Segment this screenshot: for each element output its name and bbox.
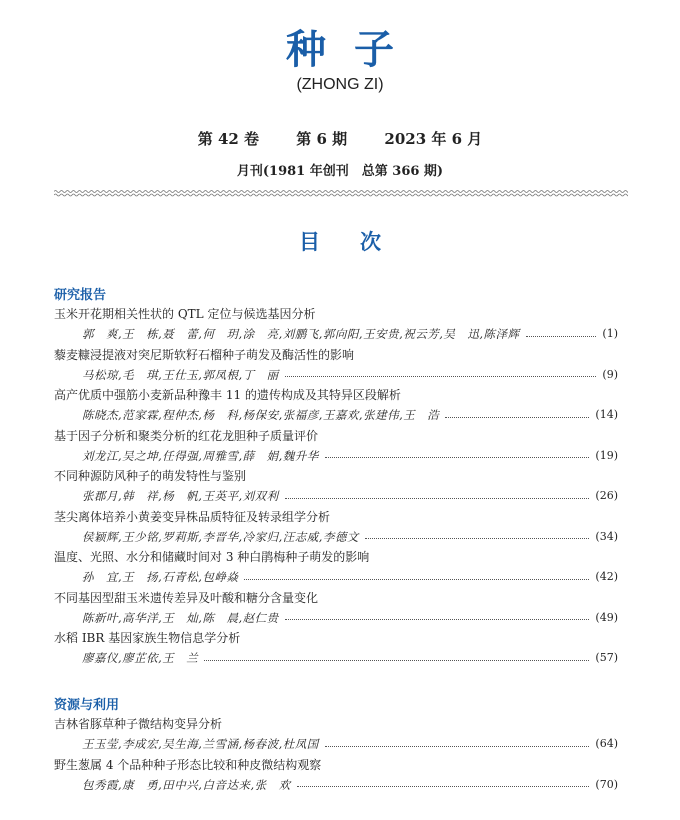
article-authors: 孙 宜,王 扬,石青松,包峥焱 [82, 570, 239, 584]
dot-leader [244, 579, 589, 580]
wavy-divider [54, 188, 628, 198]
dot-leader [285, 376, 597, 377]
article-authors: 马松琼,毛 琪,王仕玉,郭凤根,丁 丽 [82, 367, 279, 382]
author-row [82, 448, 618, 464]
journal-pinyin: (ZHONG ZI) [296, 76, 384, 93]
page-number[interactable]: (70) [595, 777, 618, 791]
section-heading: 资源与利用 [54, 698, 120, 713]
page-number[interactable]: (9) [602, 367, 618, 381]
article-title[interactable]: 高产优质中强筋小麦新品种豫丰 11 的遗传构成及其特异区段解析 [54, 388, 401, 402]
article-authors: 陈晓杰,范家霖,程仲杰,杨 科,杨保安,张福彦,王嘉欢,张建伟,王 浩 [82, 408, 440, 422]
author-row [82, 569, 618, 585]
article-title[interactable]: 基于因子分析和聚类分析的红花龙胆种子质量评价 [54, 428, 319, 443]
article-title[interactable]: 不同种源防风种子的萌发特性与鉴别 [54, 469, 247, 483]
article-title[interactable]: 茎尖离体培养小黄姜变异株品质特征及转录组学分析 [54, 509, 331, 524]
page-number[interactable]: (34) [595, 529, 618, 543]
dot-leader [325, 457, 590, 458]
article-authors: 张郡月,韩 祥,杨 帆,王英平,刘双利 [82, 489, 279, 503]
page-number[interactable]: (26) [595, 489, 618, 502]
author-row [82, 777, 618, 793]
article-title[interactable]: 水稻 IBR 基因家族生物信息学分析 [54, 631, 241, 645]
author-row [82, 407, 618, 423]
author-row [82, 736, 618, 752]
article-title[interactable]: 不同基因型甜玉米遗传差异及叶酸和糖分含量变化 [54, 590, 319, 605]
page-number[interactable]: (49) [595, 610, 618, 624]
dot-leader [285, 498, 590, 499]
article-authors: 王玉莹,李成宏,吴生海,兰雪涵,杨春波,杜凤国 [82, 737, 319, 751]
article-authors: 廖嘉仪,廖芷依,王 兰 [82, 651, 199, 665]
article-authors: 侯颖辉,王少铭,罗莉斯,李晋华,冷家归,汪志威,李德文 [82, 529, 359, 544]
dot-leader [297, 786, 590, 787]
dot-leader [325, 746, 590, 747]
issue-number: 第 6 期 [296, 130, 348, 148]
frequency-info: 月刊(1981 年创刊 总第 366 期) [236, 164, 444, 179]
article-title[interactable]: 温度、光照、水分和储藏时间对 3 种白鹃梅种子萌发的影响 [54, 550, 370, 564]
journal-title: 种子 [286, 27, 422, 73]
volume-number: 第 42 卷 [197, 130, 260, 148]
article-title[interactable]: 藜麦糠浸提液对突尼斯软籽石榴种子萌发及酶活性的影响 [54, 347, 355, 362]
page-number[interactable]: (1) [602, 327, 618, 340]
author-row [82, 610, 618, 626]
author-row [82, 326, 618, 342]
dot-leader [204, 660, 589, 661]
dot-leader [365, 538, 589, 539]
page-number[interactable]: (57) [595, 651, 618, 664]
article-title[interactable]: 吉林省豚草种子微结构变异分析 [54, 717, 223, 731]
article-title[interactable]: 玉米开花期相关性状的 QTL 定位与候选基因分析 [54, 307, 316, 321]
article-authors: 郭 爽,王 栋,聂 蕾,何 玥,涂 亮,刘鹏飞,郭向阳,王安贵,祝云芳,吴 迅,陈泽辉 [82, 327, 520, 341]
section-heading: 研究报告 [54, 288, 107, 303]
article-authors: 陈新叶,高华洋,王 灿,陈 晨,赵仁贵 [82, 610, 279, 625]
author-row [82, 488, 618, 504]
article-authors: 包秀霞,康 勇,田中兴,白音达来,张 欢 [82, 777, 291, 792]
page-number[interactable]: (42) [595, 570, 618, 583]
dot-leader [285, 619, 590, 620]
contents-title: 目次 [299, 230, 421, 254]
article-title[interactable]: 野生葱属 4 个品种种子形态比较和种皮微结构观察 [54, 757, 322, 772]
page-number[interactable]: (19) [595, 448, 618, 462]
issue-info [0, 128, 680, 149]
author-row [82, 529, 618, 545]
issue-date: 2023 年 6 月 [384, 130, 483, 148]
author-row [82, 650, 618, 666]
dot-leader [526, 336, 597, 337]
article-authors: 刘龙江,吴之坤,任得强,周雅雪,薛 娟,魏升华 [82, 448, 319, 463]
dot-leader [445, 417, 589, 418]
page-number[interactable]: (14) [595, 408, 618, 421]
page-number[interactable]: (64) [595, 737, 618, 750]
author-row [82, 367, 618, 383]
